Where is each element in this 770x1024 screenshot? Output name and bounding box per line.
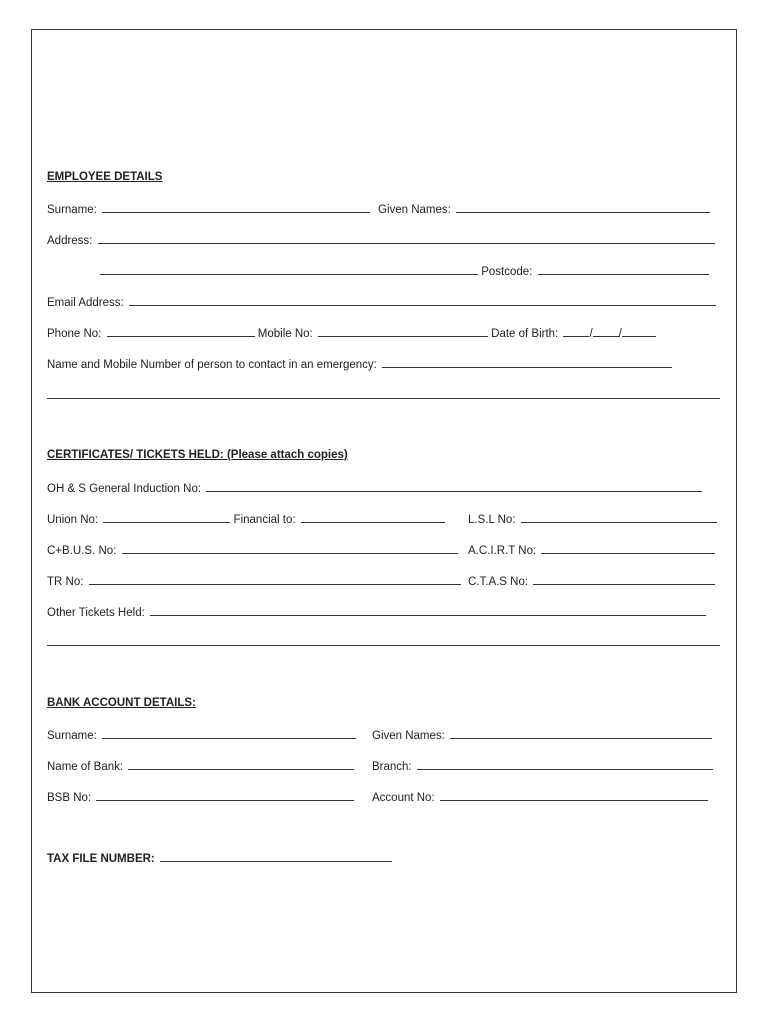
- tr-field[interactable]: [89, 573, 461, 585]
- financial-field[interactable]: [301, 511, 445, 523]
- mobile-field[interactable]: [318, 325, 488, 337]
- account-row: [372, 789, 708, 803]
- tr-label: TR No:: [47, 576, 84, 588]
- cbus-field[interactable]: [122, 542, 458, 554]
- postcode-field[interactable]: [538, 263, 709, 275]
- acirt-field[interactable]: [541, 542, 715, 554]
- tax-file-row: [47, 850, 392, 864]
- phone-label: Phone No:: [47, 328, 102, 340]
- branch-row: [372, 758, 713, 772]
- certificates-heading: CERTIFICATES/ TICKETS HELD: (Please attach copies): [47, 449, 348, 461]
- account-label: Account No:: [372, 792, 435, 804]
- bank-given-names-label: Given Names:: [372, 730, 445, 742]
- email-field[interactable]: [129, 294, 716, 306]
- postcode-label: Postcode:: [481, 266, 533, 278]
- induction-row: [47, 480, 702, 494]
- union-row: [47, 511, 445, 525]
- bank-given-names-field[interactable]: [450, 727, 712, 739]
- branch-label: Branch:: [372, 761, 412, 773]
- given-names-label: Given Names:: [378, 204, 451, 216]
- other-tickets-row: [47, 604, 706, 618]
- emergency-row: [47, 356, 672, 370]
- bank-surname-row: [47, 727, 356, 741]
- branch-field[interactable]: [417, 758, 713, 770]
- address-label: Address:: [47, 235, 93, 247]
- surname-label: Surname:: [47, 204, 97, 216]
- email-label: Email Address:: [47, 297, 124, 309]
- emergency-label: Name and Mobile Number of person to contact in an emergency:: [47, 359, 377, 371]
- phone-field[interactable]: [107, 325, 255, 337]
- given-names-field[interactable]: [456, 201, 710, 213]
- bsb-field[interactable]: [96, 789, 354, 801]
- bank-details-heading: BANK ACCOUNT DETAILS:: [47, 697, 196, 709]
- other-tickets-field-1[interactable]: [150, 604, 706, 616]
- employee-given-names-row: [378, 201, 710, 215]
- address-row: [47, 232, 715, 246]
- surname-field[interactable]: [102, 201, 370, 213]
- acirt-label: A.C.I.R.T No:: [468, 545, 537, 557]
- employee-details-heading: EMPLOYEE DETAILS: [47, 171, 163, 183]
- tr-row: [47, 573, 461, 587]
- other-tickets-field-2[interactable]: [47, 645, 720, 646]
- bank-name-row: [47, 758, 354, 772]
- cbus-label: C+B.U.S. No:: [47, 545, 117, 557]
- bank-name-field[interactable]: [128, 758, 354, 770]
- tax-file-label: TAX FILE NUMBER:: [47, 853, 155, 865]
- emergency-field-2[interactable]: [47, 398, 720, 399]
- induction-field[interactable]: [206, 480, 702, 492]
- bank-given-names-row: [372, 727, 712, 741]
- lsl-field[interactable]: [521, 511, 717, 523]
- dob-year-field[interactable]: [622, 325, 656, 337]
- account-field[interactable]: [440, 789, 708, 801]
- dob-separator: /: [618, 328, 622, 340]
- emergency-field-1[interactable]: [382, 356, 672, 368]
- dob-day-field[interactable]: [563, 325, 589, 337]
- other-tickets-label: Other Tickets Held:: [47, 607, 145, 619]
- dob-label: Date of Birth:: [491, 328, 559, 340]
- union-field[interactable]: [103, 511, 230, 523]
- acirt-row: [468, 542, 715, 556]
- email-row: [47, 294, 716, 308]
- address-field-2[interactable]: [100, 263, 478, 275]
- financial-label: Financial to:: [233, 514, 296, 526]
- employee-surname-row: [47, 201, 370, 215]
- ctas-label: C.T.A.S No:: [468, 576, 529, 588]
- address-line-2-row: [100, 263, 709, 277]
- ctas-row: [468, 573, 715, 587]
- bsb-row: [47, 789, 354, 803]
- bank-surname-field[interactable]: [102, 727, 356, 739]
- bank-surname-label: Surname:: [47, 730, 97, 742]
- address-field-1[interactable]: [98, 232, 715, 244]
- phone-row: [47, 325, 656, 339]
- dob-separator: /: [589, 328, 593, 340]
- bsb-label: BSB No:: [47, 792, 92, 804]
- union-label: Union No:: [47, 514, 99, 526]
- induction-label: OH & S General Induction No:: [47, 483, 202, 495]
- bank-name-label: Name of Bank:: [47, 761, 124, 773]
- lsl-row: [468, 511, 717, 525]
- ctas-field[interactable]: [533, 573, 715, 585]
- dob-month-field[interactable]: [593, 325, 619, 337]
- mobile-label: Mobile No:: [257, 328, 313, 340]
- cbus-row: [47, 542, 458, 556]
- lsl-label: L.S.L No:: [468, 514, 516, 526]
- tax-file-field[interactable]: [160, 850, 392, 862]
